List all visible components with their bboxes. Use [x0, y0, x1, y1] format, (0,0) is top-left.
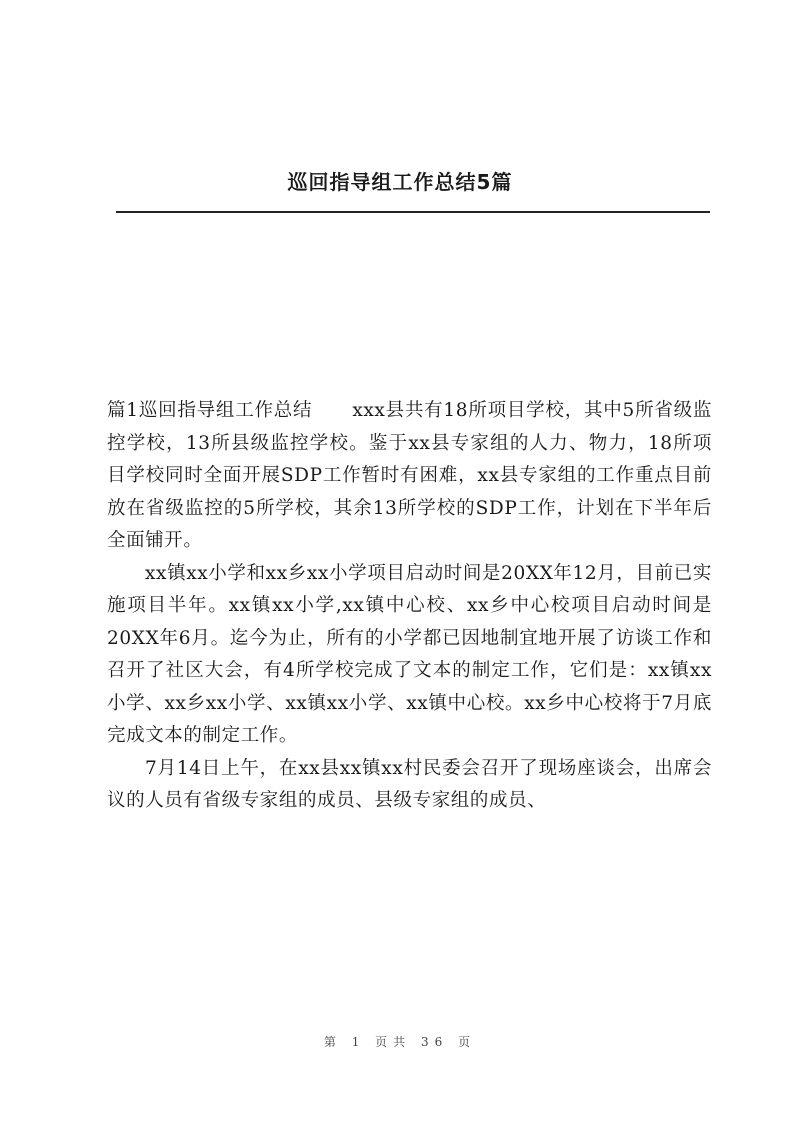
paragraph-3: 7月14日上午，在xx县xx镇xx村民委会召开了现场座谈会，出席会议的人员有省级专家组的成员、县级专家组的成员、 — [107, 757, 712, 811]
page-footer: 第 1 页共 36 页 — [323, 1035, 477, 1049]
paragraph-1-text: xxx县共有18所项目学校，其中5所省级监控学校，13所县级监控学校。鉴于xx县专家组的人力、物力，18所项目学校同时全面开展SDP工作暂时有困难，xx县专家组的工作重点目前放在省级监控的5所学校，其余13所学校的SDP工作，计划在下半年后全面铺开。 — [107, 400, 713, 551]
section-heading: 篇1巡回指导组工作总结 — [107, 400, 313, 421]
document-body — [107, 395, 712, 818]
paragraph-1 — [107, 395, 712, 558]
title-divider — [116, 211, 710, 213]
paragraph-2: xx镇xx小学和xx乡xx小学项目启动时间是20XX年12月，目前已实施项目半年。xx镇xx小学,xx镇中心校、xx乡中心校项目启动时间是20XX年6月。迄今为止，所有的小学都已因地制宜地开展了访谈工作和召开了社区大会，有4所学校完成了文本的制定工作，它们是：xx镇xx小学、xx乡xx小学、xx镇xx小学、xx镇中心校。xx乡中心校将于7月底完成文本的制定工作。 — [107, 562, 712, 746]
document-title: 巡回指导组工作总结5篇 — [287, 170, 513, 194]
